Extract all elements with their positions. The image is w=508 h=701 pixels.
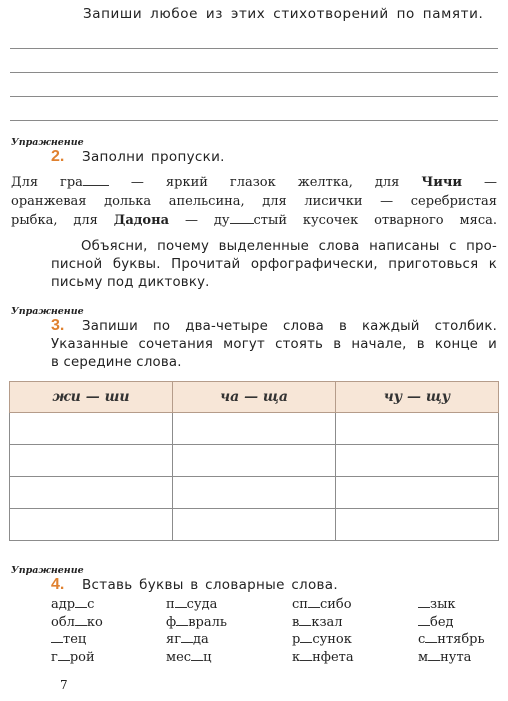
dictionary-word: яг да (166, 632, 209, 648)
text-line-2: оранжевая долька апельсина, для лисички — серебристая (11, 194, 497, 209)
exercise-2-number: 2. (51, 148, 65, 165)
page-number: 7 (60, 678, 68, 692)
dictionary-word: в кзал (292, 614, 343, 630)
table-row (10, 509, 499, 541)
blank-gap[interactable] (300, 631, 312, 643)
blank-gap[interactable] (181, 631, 193, 643)
blank-gap[interactable] (299, 614, 311, 626)
blank-gap[interactable] (58, 649, 70, 661)
dictionary-word: зык (418, 596, 485, 614)
word-column-1 (51, 596, 103, 667)
blank-gap[interactable] (418, 596, 430, 608)
dictionary-word: м нута (418, 650, 472, 666)
column-header-chu-schu: чу — щу (336, 382, 499, 413)
table-cell[interactable] (10, 477, 173, 509)
dictionary-word: к нфета (292, 650, 354, 666)
table-cell[interactable] (173, 445, 336, 477)
table-row (10, 477, 499, 509)
blank-gap[interactable] (300, 649, 312, 661)
exercise-2-title: Заполни пропуски. (82, 149, 225, 165)
table-cell[interactable] (173, 413, 336, 445)
word-column-4 (418, 596, 485, 667)
column-header-cha-scha: ча — ща (173, 382, 336, 413)
dictionary-word: р сунок (292, 632, 352, 648)
table-header-row (10, 382, 499, 413)
exercise-2-text (11, 173, 497, 230)
blank-gap[interactable] (75, 596, 87, 608)
table-cell[interactable] (336, 477, 499, 509)
dictionary-word: п суда (166, 597, 218, 612)
table-cell[interactable] (336, 445, 499, 477)
exercise-label: Упражнение (11, 137, 84, 148)
word-column-2 (166, 596, 227, 667)
dictionary-word: бед (418, 614, 485, 632)
intro-instruction: Запиши любое из этих стихотворений по памяти. (83, 6, 484, 22)
table-cell[interactable] (336, 509, 499, 541)
dictionary-word: с нтябрь (418, 632, 485, 648)
blank-gap[interactable] (418, 614, 430, 626)
exercise-3-title-line1: Запиши по два-четыре слова в каждый столбик. (82, 319, 497, 334)
table-cell[interactable] (10, 509, 173, 541)
exercise-2-para-first: Объясни, почему выделенные слова написаны с про- (81, 239, 497, 254)
dictionary-word: сп сибо (292, 597, 352, 612)
dictionary-word: мес ц (166, 650, 212, 666)
exercise-label: Упражнение (11, 565, 84, 576)
exercise-4-title: Вставь буквы в словарные слова. (82, 577, 338, 593)
blank-gap[interactable] (176, 614, 188, 626)
table-row (10, 445, 499, 477)
exercise-3-title-line2: Указанные сочетания могут стоять в начале, в конце и (51, 337, 497, 352)
exercise-2-para-second: писной буквы. Прочитай орфографически, приготовься к (51, 257, 497, 272)
blank-gap[interactable] (83, 174, 109, 186)
exercise-3-title-line3: в середине слова. (51, 355, 182, 370)
table-cell[interactable] (173, 477, 336, 509)
table-row (10, 413, 499, 445)
bold-word: Дадона (113, 213, 170, 228)
column-header-zhi-shi: жи — ши (10, 382, 173, 413)
blank-gap[interactable] (75, 614, 87, 626)
writing-line[interactable] (10, 120, 498, 121)
table-cell[interactable] (336, 413, 499, 445)
writing-line[interactable] (10, 72, 498, 73)
word-column-3 (292, 596, 354, 667)
blank-gap[interactable] (425, 631, 437, 643)
exercise-4-number: 4. (51, 576, 65, 593)
dictionary-word: г рой (51, 650, 95, 666)
blank-gap[interactable] (230, 212, 254, 224)
blank-gap[interactable] (428, 649, 440, 661)
text-line-3: рыбка, для Дадона — ду стый кусочек отварного мяса. (11, 213, 498, 228)
dictionary-word: адр с (51, 597, 95, 612)
bold-word: Чичи (421, 175, 462, 190)
dictionary-word: ф враль (166, 614, 227, 630)
exercise-3-number: 3. (51, 317, 65, 334)
blank-gap[interactable] (191, 649, 203, 661)
table-cell[interactable] (10, 445, 173, 477)
exercise-2-para-third: письму под диктовку. (51, 275, 210, 290)
blank-gap[interactable] (175, 596, 187, 608)
blank-gap[interactable] (308, 596, 320, 608)
table-cell[interactable] (173, 509, 336, 541)
dictionary-word: обл ко (51, 614, 103, 630)
exercise-label: Упражнение (11, 306, 84, 317)
dictionary-word: тец (51, 631, 103, 649)
text-line-1: Для гра — яркий глазок желтка, для Чичи — (11, 175, 497, 190)
writing-line[interactable] (10, 48, 498, 49)
blank-gap[interactable] (51, 631, 63, 643)
answer-table (9, 381, 499, 541)
table-cell[interactable] (10, 413, 173, 445)
writing-line[interactable] (10, 96, 498, 97)
